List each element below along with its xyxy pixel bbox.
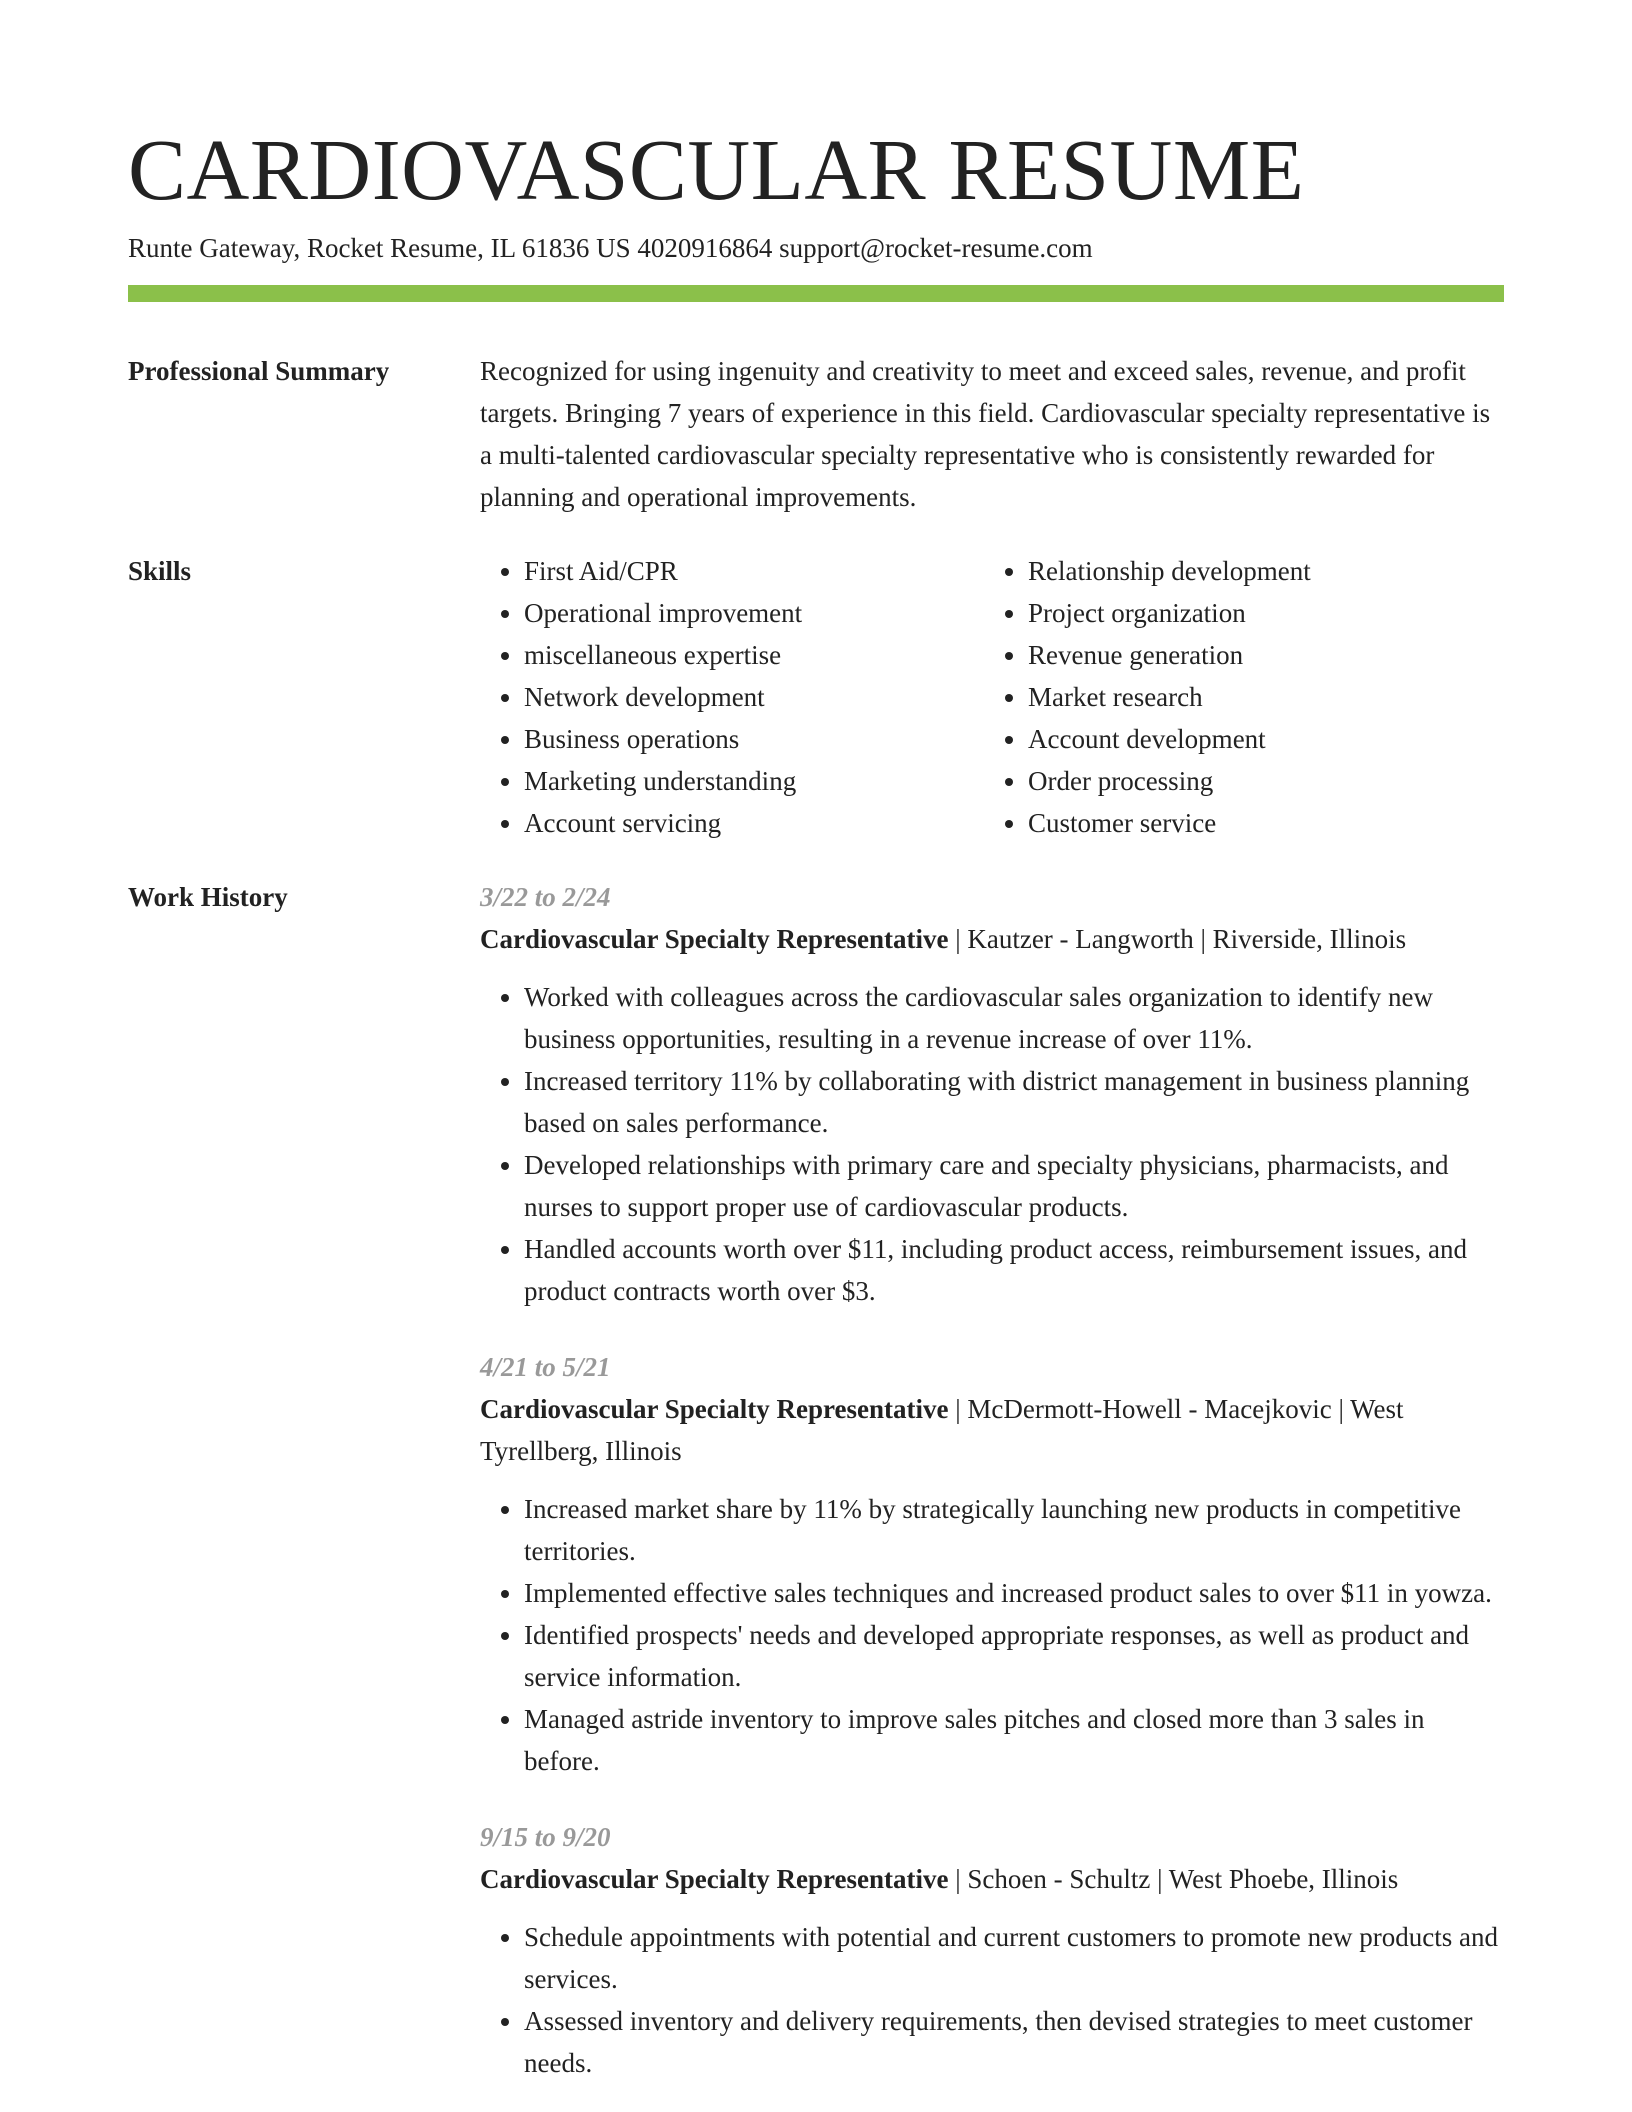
work-history-body [480, 876, 1504, 2112]
resume-title: CARDIOVASCULAR RESUME [128, 121, 1305, 218]
job-bullet: • Worked with colleagues across the cardiovascular sales organization to identify new business opportunities, resulting in a revenue increase of over 11%. [524, 976, 1504, 1060]
professional-summary-section [128, 350, 1504, 518]
summary-text: Recognized for using ingenuity and creativity to meet and exceed sales, revenue, and profit targets. Bringing 7 years of experience in this field. Cardiovascular specialty representative is a multi-talented cardiovascular specialty representative who is consistently rewarded for planning and operational improvements. [480, 356, 1491, 512]
skill-item: • Business operations [524, 718, 984, 760]
summary-body [480, 350, 1504, 518]
section-label-skills: Skills [128, 556, 192, 586]
skill-item: • miscellaneous expertise [524, 634, 984, 676]
job-header [480, 918, 1504, 960]
job-header [480, 1858, 1504, 1900]
job-bullet: • Increased market share by 11% by strategically launching new products in competitive territories. [524, 1488, 1504, 1572]
separator: | [948, 1864, 968, 1894]
skill-item: • Relationship development [1028, 550, 1488, 592]
job-location: Riverside, Illinois [1212, 924, 1407, 954]
job-dates: 9/15 to 9/20 [480, 1822, 611, 1852]
job-entry [480, 1346, 1504, 1782]
job-company: Schoen - Schultz [967, 1864, 1151, 1894]
job-company: Kautzer - Langworth [967, 924, 1194, 954]
skill-item: • Project organization [1028, 592, 1488, 634]
job-bullets [480, 1916, 1504, 2084]
job-bullet: • Handled accounts worth over $11, including product access, reimbursement issues, and product contracts worth over $3. [524, 1228, 1504, 1312]
contact-line: Runte Gateway, Rocket Resume, IL 61836 US 4020916864 support@rocket-resume.com [128, 233, 1093, 263]
job-entry [480, 1816, 1504, 2084]
job-bullet: • Identified prospects' needs and developed appropriate responses, as well as product and service information. [524, 1614, 1504, 1698]
job-bullet: • Schedule appointments with potential and current customers to promote new products and services. [524, 1916, 1504, 2000]
separator: | [948, 924, 968, 954]
resume-content [128, 350, 1504, 2112]
skills-body [480, 550, 1504, 844]
skill-item: • Customer service [1028, 802, 1488, 844]
job-bullets [480, 1488, 1504, 1782]
skill-item: • Network development [524, 676, 984, 718]
job-title: Cardiovascular Specialty Representative [480, 1864, 949, 1894]
skill-item: • Operational improvement [524, 592, 984, 634]
skills-list-right [984, 550, 1488, 844]
job-bullet: • Assessed inventory and delivery requirements, then devised strategies to meet customer needs. [524, 2000, 1504, 2084]
skill-item: • Marketing understanding [524, 760, 984, 802]
job-bullets [480, 976, 1504, 1312]
job-bullet: • Increased territory 11% by collaborating with district management in business planning based on sales performance. [524, 1060, 1504, 1144]
job-bullet: • Managed astride inventory to improve sales pitches and closed more than 3 sales in before. [524, 1698, 1504, 1782]
job-title: Cardiovascular Specialty Representative [480, 924, 949, 954]
resume-page [128, 0, 1504, 2112]
job-bullet: • Developed relationships with primary care and specialty physicians, pharmacists, and nurses to support proper use of cardiovascular products. [524, 1144, 1504, 1228]
section-label-summary: Professional Summary [128, 356, 390, 386]
skills-section [128, 550, 1504, 844]
section-label-work-history: Work History [128, 882, 288, 912]
separator: | [1331, 1394, 1351, 1424]
job-entry [480, 876, 1504, 1312]
job-location: West Tyrellberg, Illinois [480, 1394, 1404, 1466]
job-dates: 3/22 to 2/24 [480, 882, 611, 912]
job-location: West Phoebe, Illinois [1168, 1864, 1399, 1894]
separator: | [1150, 1864, 1169, 1894]
skills-list-left [480, 550, 984, 844]
work-history-section [128, 876, 1504, 2112]
skill-item: • Account development [1028, 718, 1488, 760]
skill-item: • First Aid/CPR [524, 550, 984, 592]
skill-item: • Order processing [1028, 760, 1488, 802]
skill-item: • Market research [1028, 676, 1488, 718]
separator: | [1193, 924, 1213, 954]
job-dates: 4/21 to 5/21 [480, 1352, 611, 1382]
job-header [480, 1388, 1504, 1472]
separator: | [948, 1394, 968, 1424]
skill-item: • Revenue generation [1028, 634, 1488, 676]
job-bullet: • Implemented effective sales techniques and increased product sales to over $11 in yowza. [524, 1572, 1504, 1614]
skills-columns [480, 550, 1504, 844]
skill-item: • Account servicing [524, 802, 984, 844]
header-divider [128, 285, 1504, 302]
job-title: Cardiovascular Specialty Representative [480, 1394, 949, 1424]
job-company: McDermott-Howell - Macejkovic [967, 1394, 1332, 1424]
